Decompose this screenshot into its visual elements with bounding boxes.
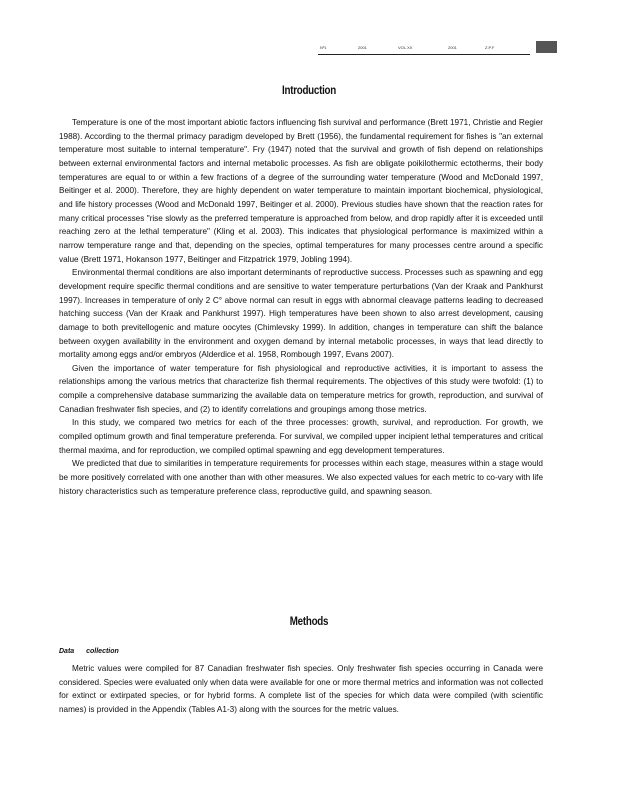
intro-paragraph-2: Environmental thermal conditions are also important determinants of reproductive success. Processes such as spawning and egg development require specific thermal conditions and are sensitive to water temperature perturbations (Van der Kraak and Pankhurst 1997). Increases in temperature of only 2 C° above normal can result in eggs with abnormal cleavage patterns leading to decreased hatching success (Van der Kraak and Pankhurst 1997). High temperatures have been shown to also arrest development, causing damage to both previtellogenic and mature oocytes (Chimlevsky 1999). In addition, changes in temperature can shift the balance between oxygen availability in the environment and oxygen demand by internal metabolic processes, in ways that lead directly to mortality among eggs and/or embryos (Alderdice et al. 1958, Rombough 1997, Evans 2007). bbox=[59, 268, 543, 360]
data-collection-subheading: Data collection bbox=[59, 648, 119, 655]
running-header bbox=[318, 42, 530, 55]
intro-paragraph-4: In this study, we compared two metrics for each of the three processes: growth, survival, and reproduction. For growth, we compiled optimum growth and final temperature preferenda. For survival, we compiled upper incipient lethal temperatures and critical thermal maxima, and for reproduction, we compiled optimal spawning and egg development temperatures. bbox=[59, 418, 543, 455]
methods-paragraph-1: Metric values were compiled for 87 Canadian freshwater fish species. Only freshwater fish species occurring in Canada were considered. Species were evaluated only when data were available for one or more thermal metrics and information was not collected for extinct or extirpated species, or for hybrid forms. A complete list of the species for which data were compiled (with scientific names) is provided in the Appendix (Tables A1-3) along with the sources for the metric values. bbox=[59, 664, 543, 714]
methods-body bbox=[59, 662, 543, 717]
header-item: Nº1 bbox=[320, 45, 327, 50]
header-item: Z.P.F bbox=[485, 45, 495, 50]
header-block bbox=[536, 41, 557, 53]
header-item: 2001 bbox=[358, 45, 367, 50]
header-item: VOL.XX bbox=[398, 45, 413, 50]
intro-paragraph-1: Temperature is one of the most important abiotic factors influencing fish survival and performance (Brett 1971, Christie and Regier 1988). According to the thermal primacy paradigm developed by Brett (1956), the fundamental requirement for fishes is "an external temperature most suitable to internal temperature". Fry (1947) noted that the survival and growth of fish depend on relationships between external environmental factors and internal metabolic processes. As fish are obligate poikilothermic ectotherms, their body temperatures are equal to or within a few fractions of a degree of the surrounding water temperature (Wood and McDonald 1997, Beitinger et al. 2000). Therefore, they are highly dependent on water temperature to maintain important biochemical, physiological, and life history processes (Wood and McDonald 1997, Beitinger et al. 2000). Previous studies have shown that the reaction rates for many critical processes "rise slowly as the preferred temperature is approached from below, and drop rapidly after it is exceeded until reaching zero at the lethal temperature" (Kling et al. 2003). This indicates that physiological performance is maximized within a narrow temperature range and that, depending on the species, optimal temperatures for many processes centre around a specific value (Brett 1971, Hokanson 1977, Beitinger and Fitzpatrick 1979, Jobling 1994). bbox=[59, 118, 543, 264]
introduction-heading: Introduction bbox=[282, 85, 336, 97]
intro-paragraph-5: We predicted that due to similarities in temperature requirements for processes within each stage, measures within a stage would be more positively correlated with one another than with other measures. We also expected values for each metric to co-vary with life history characteristics such as temperature preference class, reproductive guild, and spawning season. bbox=[59, 459, 543, 496]
intro-paragraph-3: Given the importance of water temperature for fish physiological and reproductive activities, it is important to assess the relationships among the various metrics that characterize fish thermal requirements. The objectives of this study were twofold: (1) to compile a comprehensive database summarizing the available data on temperature metrics for growth, reproduction, and survival of Canadian freshwater fish species, and (2) to identify correlations and groupings among those metrics. bbox=[59, 363, 543, 414]
header-item: 2001 bbox=[448, 45, 457, 50]
methods-heading: Methods bbox=[289, 616, 329, 628]
introduction-body bbox=[59, 116, 543, 498]
